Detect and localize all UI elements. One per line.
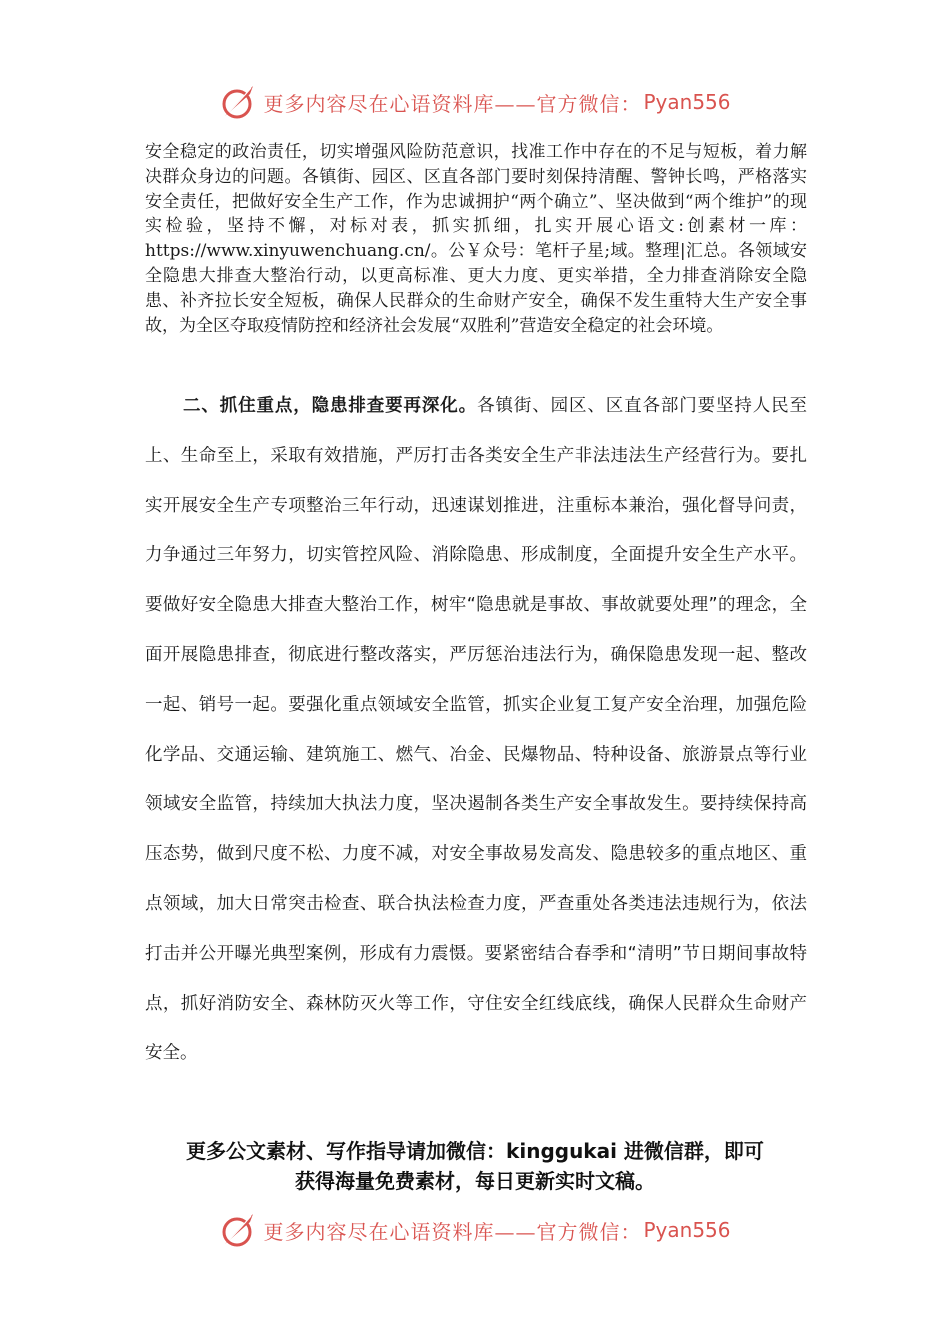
section-heading: 二、抓住重点，隐患排查要再深化。 <box>183 396 478 416</box>
promo-line-1: 更多公文素材、写作指导请加微信：kinggukai 进微信群，即可 <box>186 1139 764 1163</box>
promo-line-2: 获得海量免费素材，每日更新实时文稿。 <box>295 1169 655 1193</box>
quill-logo-icon <box>219 82 259 122</box>
body-paragraph-2 <box>145 382 807 1079</box>
body-paragraph-1: 安全稳定的政治责任，切实增强风险防范意识，找准工作中存在的不足与短板，着力解决群众身边的问题。各镇街、园区、区直各部门要时刻保持清醒、警钟长鸣，严格落实安全责任，把做好安全生产工作，作为忠诚拥护“两个确立”、坚决做到“两个维护”的现实检验，坚持不懈，对标对表，抓实抓细，扎实开展心语文:创素材一库：https://www.xinyuwenchuang.cn/。公￥众号：笔杆子星;域。整理|汇总。各领域安全隐患大排查大整治行动，以更高标准、更大力度、更实举措，全力排查消除安全隐患、补齐拉长安全短板，确保人民群众的生命财产安全，确保不发生重特大生产安全事故，为全区夺取疫情防控和经济社会发展“双胜利”营造安全稳定的社会环境。 <box>145 142 807 336</box>
header-wechat-id: Pyan556 <box>643 90 731 114</box>
promo-notice <box>140 1136 810 1196</box>
footer-wechat-id: Pyan556 <box>643 1218 731 1242</box>
footer-site-text: 更多内容尽在心语资料库——官方微信： <box>263 1219 642 1244</box>
section-body: 各镇街、园区、区直各部门要坚持人民至上、生命至上，采取有效措施，严厉打击各类安全生产非法违法生产经营行为。要扎实开展安全生产专项整治三年行动，迅速谋划推进，注重标本兼治，强化督导问责，力争通过三年努力，切实管控风险、消除隐患、形成制度，全面提升安全生产水平。要做好安全隐患大排查大整治工作，树牢“隐患就是事故、事故就要处理”的理念，全面开展隐患排查，彻底进行整改落实，严厉惩治违法行为，确保隐患发现一起、整改一起、销号一起。要强化重点领域安全监管，抓实企业复工复产安全治理，加强危险化学品、交通运输、建筑施工、燃气、冶金、民爆物品、特种设备、旅游景点等行业领域安全监管，持续加大执法力度，坚决遏制各类生产安全事故发生。要持续保持高压态势，做到尺度不松、力度不减，对安全事故易发高发、隐患较多的重点地区、重点领域，加大日常突击检查、联合执法检查力度，严查重处各类违法违规行为，依法打击并公开曝光典型案例，形成有力震慑。要紧密结合春季和“清明”节日期间事故特点，抓好消防安全、森林防灭火等工作，守住安全红线底线，确保人民群众生命财产安全。 <box>145 396 808 1064</box>
footer-banner <box>0 1208 950 1252</box>
header-site-text: 更多内容尽在心语资料库——官方微信： <box>263 91 642 116</box>
header-banner <box>0 80 950 124</box>
quill-logo-icon <box>219 1210 259 1250</box>
